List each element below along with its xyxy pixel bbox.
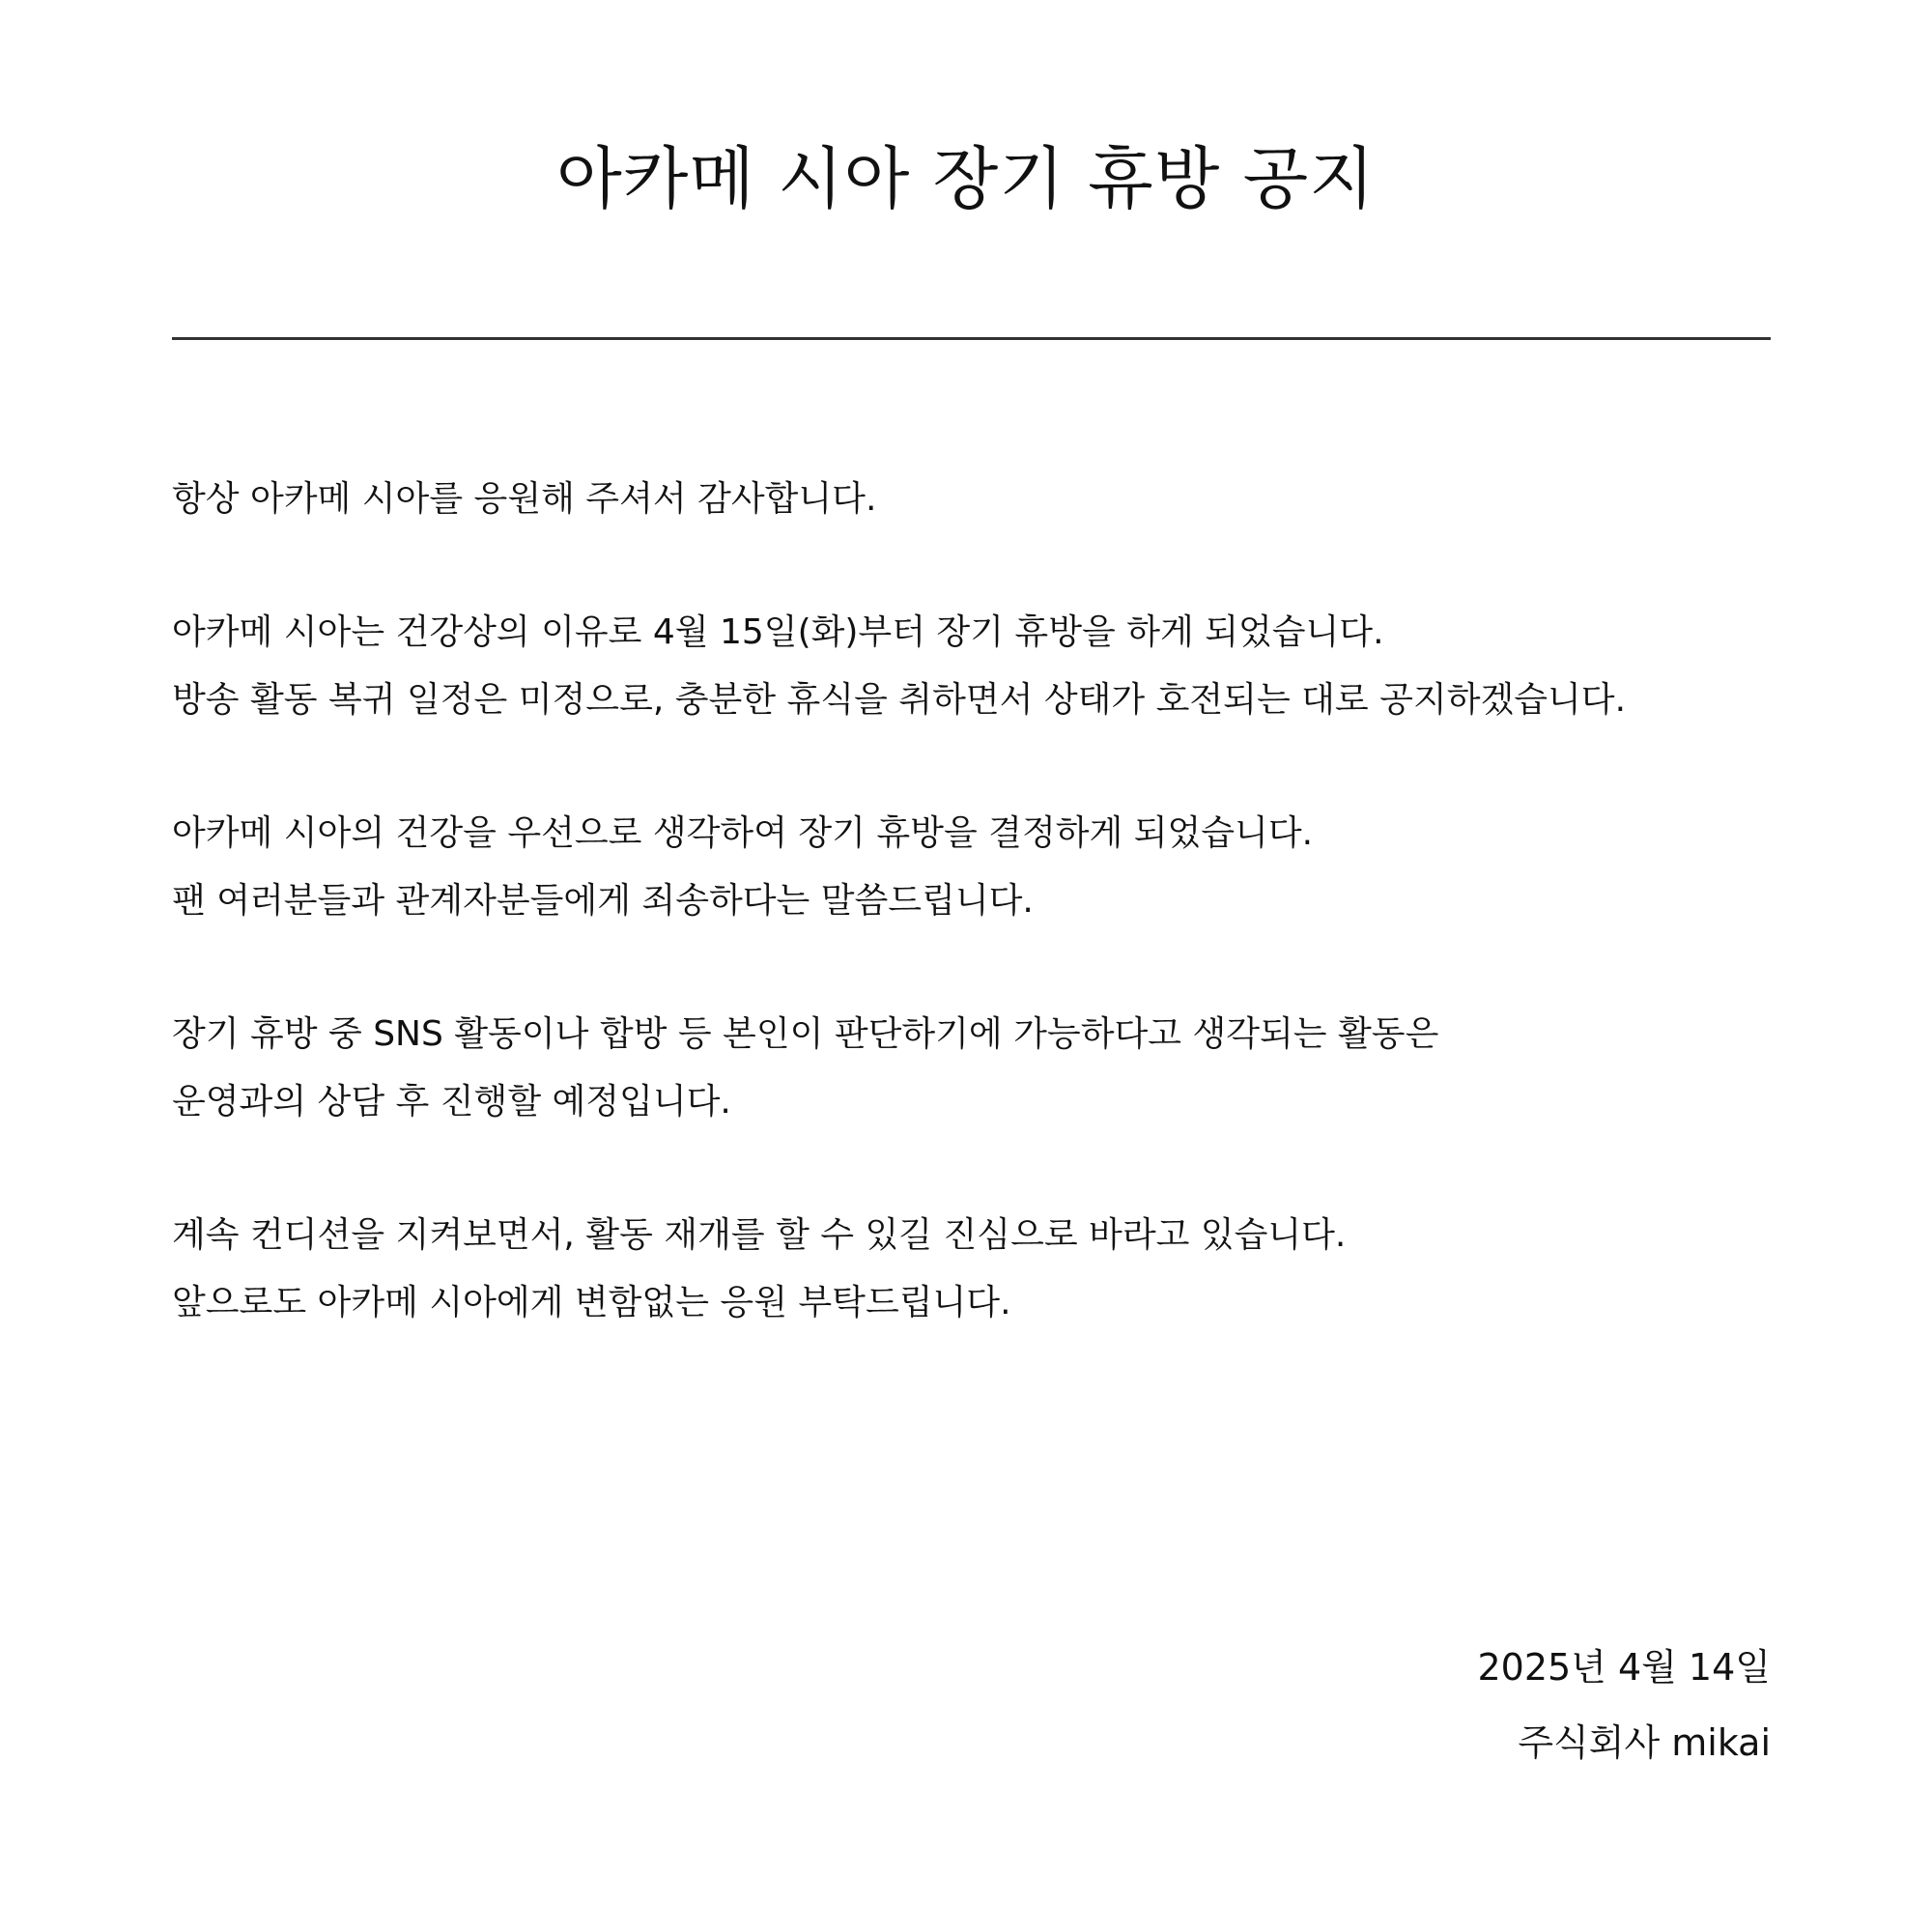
notice-body [172,466,1776,1403]
paragraph-hiatus-announcement [172,599,1776,734]
paragraph-line: 아카메 시아는 건강상의 이유로 4월 15일(화)부터 장기 휴방을 하게 되었습니다. [172,612,1384,652]
paragraph-line: 운영과의 상담 후 진행할 예정입니다. [172,1082,731,1122]
paragraph-line: 계속 컨디션을 지켜보면서, 활동 재개를 할 수 있길 진심으로 바라고 있습니다. [172,1215,1347,1255]
paragraph-line: 아카메 시아의 건강을 우선으로 생각하여 장기 휴방을 결정하게 되었습니다. [172,813,1314,853]
company-name: 주식회사 mikai [1518,1721,1771,1764]
paragraph-line: 앞으로도 아카메 시아에게 변함없는 응원 부탁드립니다. [172,1283,1011,1322]
paragraph-closing [172,1202,1776,1337]
title-divider [172,337,1771,340]
paragraph-activities [172,1001,1776,1136]
notice-date: 2025년 4월 14일 [1477,1646,1771,1689]
paragraph-line: 항상 아카메 시아를 응원해 주셔서 감사합니다. [172,479,877,519]
paragraph-line: 방송 활동 복귀 일정은 미정으로, 충분한 휴식을 취하면서 상태가 호전되는 대로 공지하겠습니다. [172,680,1627,720]
paragraph-decision [172,800,1776,935]
paragraph-line: 팬 여러분들과 관계자분들에게 죄송하다는 말씀드립니다. [172,881,1034,921]
paragraph-greeting [172,466,1776,533]
signature-block [1477,1630,1771,1780]
notice-title: 아카메 시아 장기 휴방 공지 [556,139,1376,218]
paragraph-line: 장기 휴방 중 SNS 활동이나 합방 등 본인이 판단하기에 가능하다고 생각되는 활동은 [172,1014,1439,1054]
